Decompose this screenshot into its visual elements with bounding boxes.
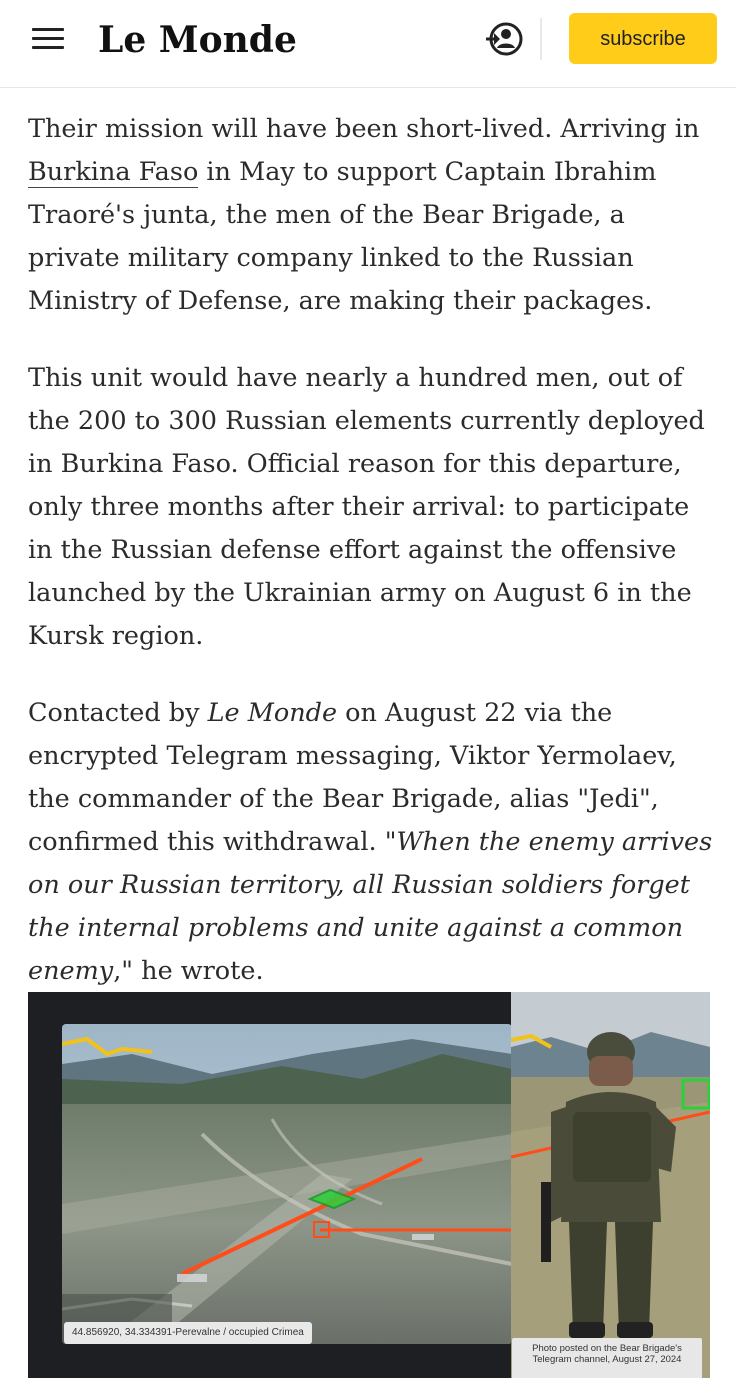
p3-text-2: on August 22 via the encrypted Telegram messaging, Viktor Yermolaev, the commander of the Bear Brigade, alias "Jedi", confirmed this withdrawal. ": [28, 698, 677, 857]
quote-italic: When the enemy arrives on our Russian territory, all Russian soldiers forget the internal problems and unite against a common enemy: [28, 827, 713, 986]
hamburger-menu-icon[interactable]: [32, 28, 64, 50]
p1-text-end: in May to support Captain Ibrahim Traoré's junta, the men of the Bear Brigade, a private military company linked to the Russian Ministry of Defense, are making their packages.: [28, 157, 657, 316]
menu-line: [32, 37, 64, 40]
map-coordinates-label: 44.856920, 34.334391-Perevalne / occupied Crimea: [64, 1322, 312, 1344]
p3-text-3: ," he wrote.: [113, 956, 264, 986]
p1-text-start: Their mission will have been short-lived. Arriving in: [28, 114, 700, 144]
subscribe-button[interactable]: subscribe: [569, 13, 717, 64]
article-body: [28, 108, 718, 1027]
menu-line: [32, 46, 64, 49]
menu-line: [32, 28, 64, 31]
satellite-map-image: [62, 1024, 512, 1344]
paragraph-3: [28, 692, 718, 993]
le-monde-italic: Le Monde: [207, 698, 338, 728]
header-divider: [540, 18, 542, 60]
soldier-photo-image: [511, 992, 710, 1378]
article-figure[interactable]: [28, 992, 710, 1378]
paragraph-2: This unit would have nearly a hundred men, out of the 200 to 300 Russian elements currently deployed in Burkina Faso. Official reason for this departure, only three months after their arrival: to participate in the Russian defense effort against the offensive launched by the Ukrainian army on August 6 in the Kursk region.: [28, 363, 705, 651]
burkina-faso-link[interactable]: Burkina Faso: [28, 157, 199, 187]
site-header: [0, 0, 736, 88]
site-logo[interactable]: Le Monde: [98, 19, 297, 61]
login-icon[interactable]: [484, 19, 524, 59]
paragraph-1: [28, 108, 718, 323]
p3-text-1: Contacted by: [28, 698, 208, 728]
photo-caption: Photo posted on the Bear Brigade's Telegram channel, August 27, 2024: [512, 1338, 702, 1378]
